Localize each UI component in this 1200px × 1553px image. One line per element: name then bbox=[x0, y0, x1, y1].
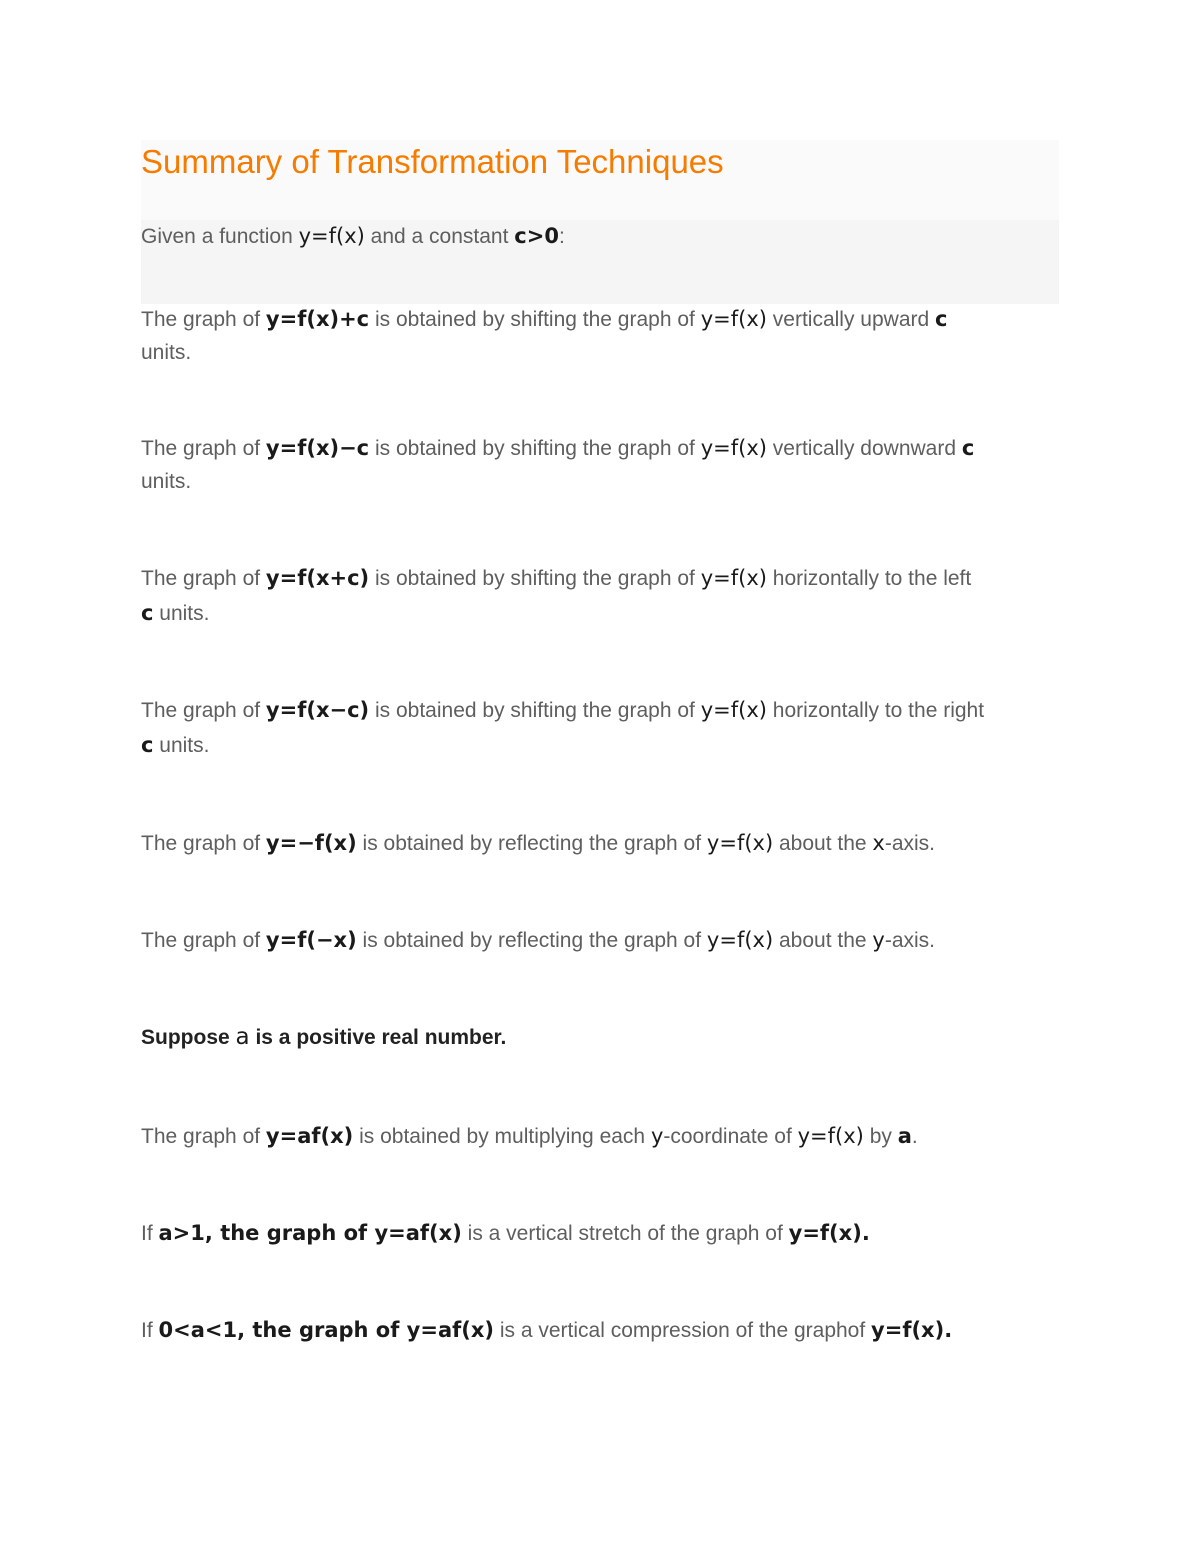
reflect-x-axis-rule: The graph of y=−f(x) is obtained by reflecting the graph of y=f(x) about the x-axis. bbox=[141, 831, 936, 855]
vertical-scale-rule: The graph of y=af(x) is obtained by multiplying each y-coordinate of y=f(x) by a. bbox=[141, 1124, 918, 1148]
reflect-y-axis-rule: The graph of y=f(−x) is obtained by reflecting the graph of y=f(x) about the y-axis. bbox=[141, 928, 936, 952]
suppose-heading: Suppose a is a positive real number. bbox=[141, 1024, 507, 1050]
horizontal-shift-right-rule: The graph of y=f(x−c) is obtained by shifting the graph of y=f(x) horizontally to the right c units. bbox=[141, 698, 985, 757]
vertical-compression-rule: If 0<a<1, the graph of y=af(x) is a vertical compression of the graphof y=f(x). bbox=[141, 1318, 953, 1342]
vertical-shift-up-rule: The graph of y=f(x)+c is obtained by shifting the graph of y=f(x) vertically upward c units. bbox=[141, 307, 948, 364]
vertical-shift-down-rule: The graph of y=f(x)−c is obtained by shifting the graph of y=f(x) vertically downward c units. bbox=[141, 436, 975, 493]
given-statement: Given a function y=f(x) and a constant c>0: bbox=[141, 224, 565, 248]
horizontal-shift-left-rule: The graph of y=f(x+c) is obtained by shifting the graph of y=f(x) horizontally to the left c units. bbox=[141, 566, 972, 625]
page-title: Summary of Transformation Techniques bbox=[141, 143, 724, 180]
vertical-stretch-rule: If a>1, the graph of y=af(x) is a vertical stretch of the graph of y=f(x). bbox=[141, 1221, 870, 1245]
